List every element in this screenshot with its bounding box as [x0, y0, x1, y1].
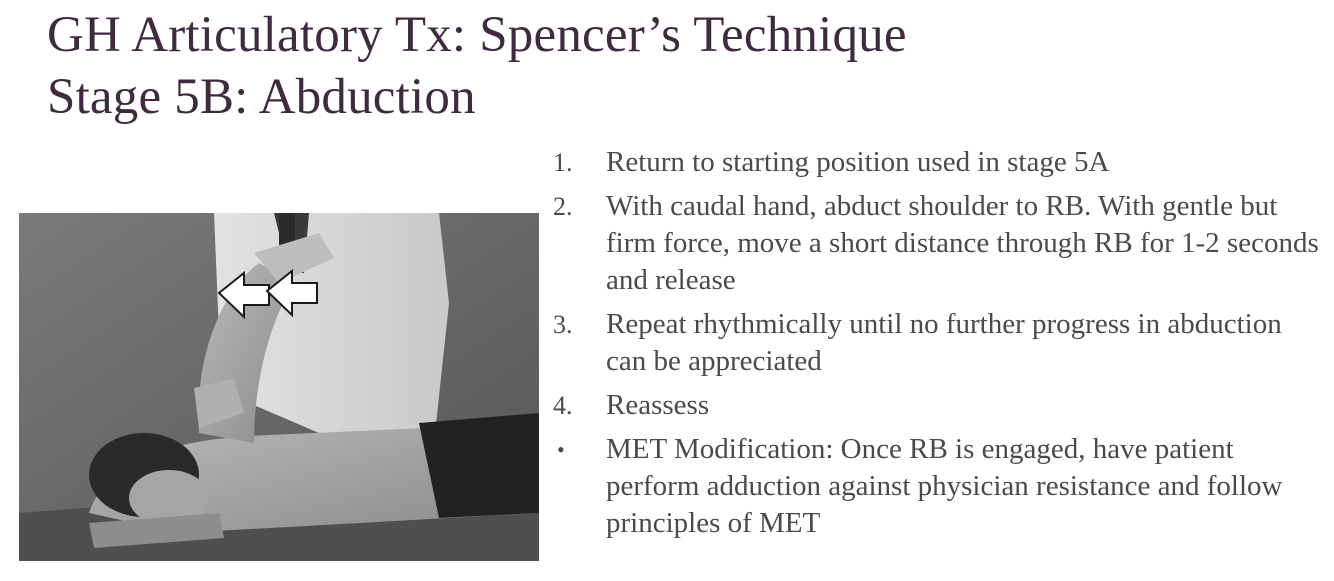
list-item: [553, 387, 1328, 424]
slide-title: [47, 4, 907, 128]
step-text: MET Modification: Once RB is engaged, have patient perform adduction against physician resistance and follow principles of MET: [606, 433, 1283, 539]
list-item: [553, 188, 1328, 299]
step-number: 2.: [553, 192, 573, 221]
step-number: 4.: [553, 391, 573, 420]
list-item: [553, 306, 1328, 380]
step-number: 3.: [553, 310, 573, 339]
step-text: Return to starting position used in stage 5A: [606, 146, 1110, 178]
step-text: Repeat rhythmically until no further progress in abduction can be appreciated: [606, 308, 1282, 377]
bullet-icon: •: [557, 437, 565, 462]
technique-photo: [19, 213, 539, 561]
title-line-2: Stage 5B: Abduction: [47, 69, 476, 125]
steps-list: [553, 144, 1328, 549]
list-item: [553, 431, 1328, 542]
list-item: [553, 144, 1328, 181]
step-text: Reassess: [606, 389, 710, 421]
step-text: With caudal hand, abduct shoulder to RB. With gentle but firm force, move a short distance through RB for 1-2 seconds and release: [606, 190, 1319, 296]
title-line-1: GH Articulatory Tx: Spencer’s Technique: [47, 7, 907, 63]
step-number: 1.: [553, 148, 573, 177]
